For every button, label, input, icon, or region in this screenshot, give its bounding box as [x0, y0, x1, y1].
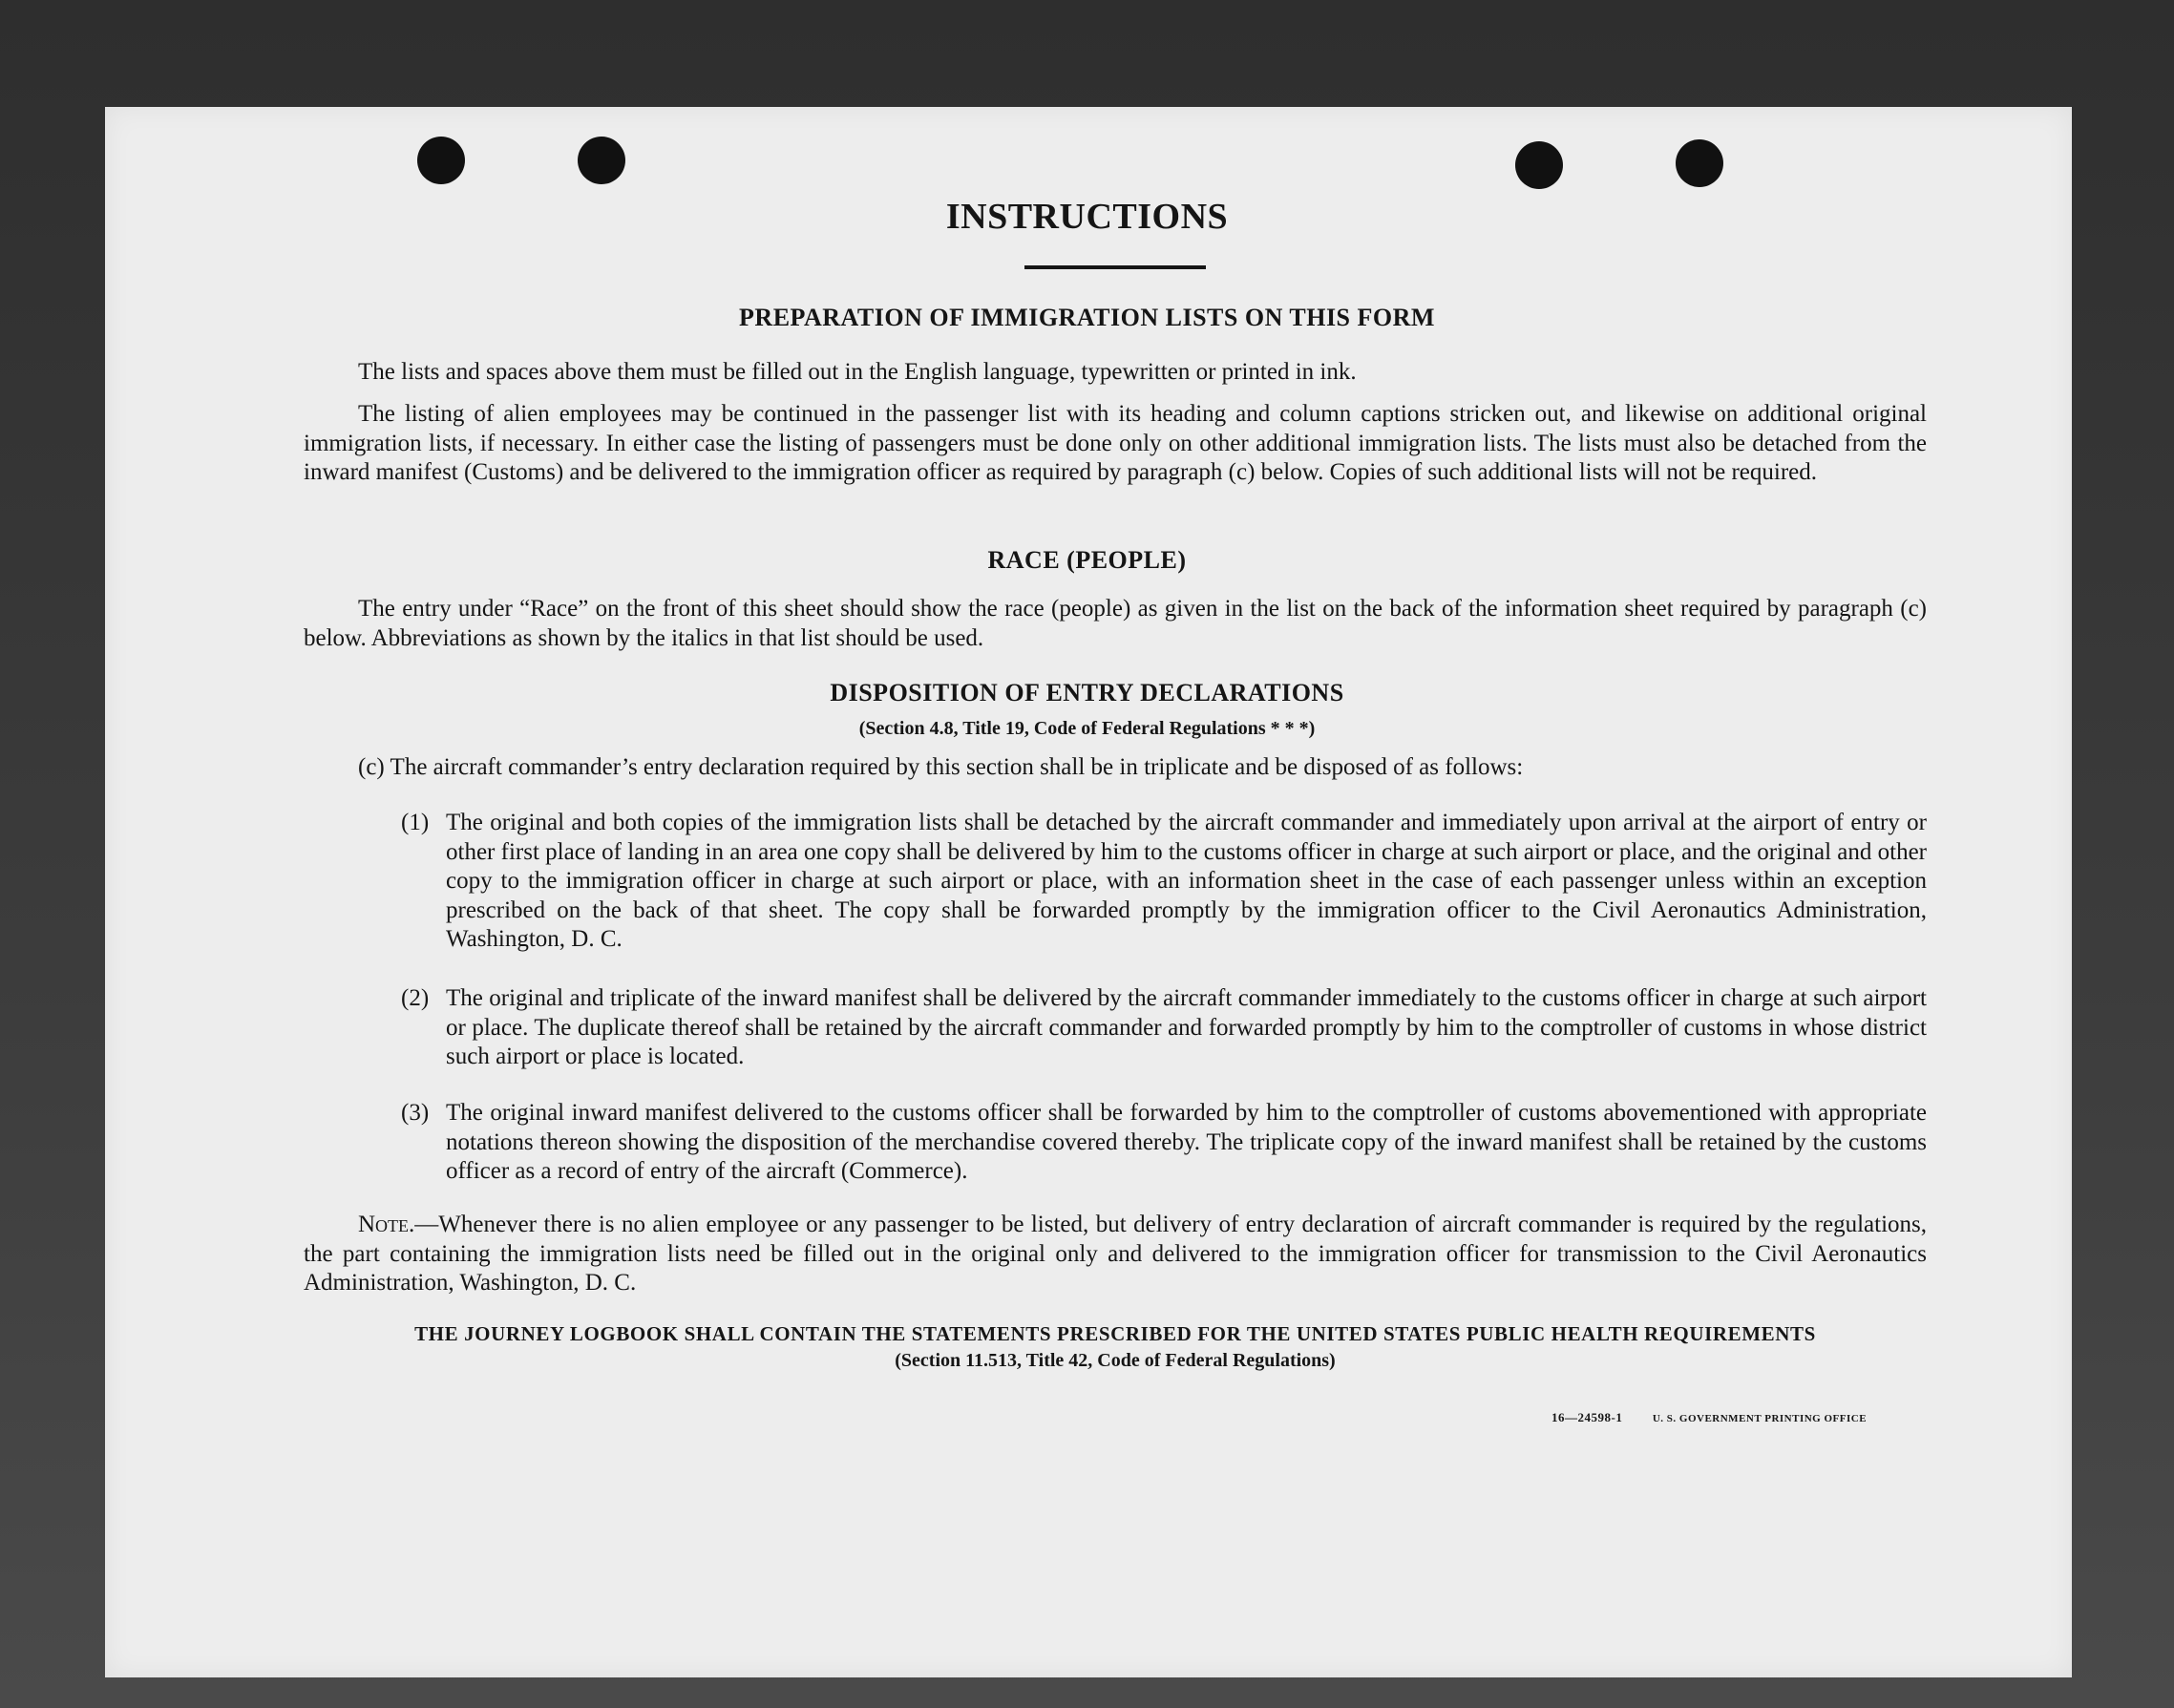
section-heading-race: RACE (PEOPLE) [987, 546, 1187, 574]
punch-hole [1515, 141, 1563, 189]
form-number: 16—24598-1 [1551, 1410, 1623, 1424]
list-item-text: The original inward manifest delivered to the customs officer shall be forwarded by him to the comptroller of customs abovementioned with appropriate notations thereon showing the disposition of the merchandise covered thereby. The triplicate copy of the inward manifest shall be retained by the customs officer as a record of entry of the aircraft (Commerce). [446, 1100, 1927, 1184]
health-statement-citation: (Section 11.513, Title 42, Code of Federal Regulations) [895, 1350, 1336, 1371]
print-footer [1551, 1410, 1867, 1425]
punch-hole [1676, 139, 1723, 187]
paragraph-alien-employees: The listing of alien employees may be continued in the passenger list with its heading and column captions stricken out, and likewise on additional original immigration lists, if necessary. In either case the listing of passengers must be done only on other additional immigration lists. The lists must also be detached from the inward manifest (Customs) and be delivered to the immigration officer as required by paragraph (c) below. Copies of such additional lists will not be required. [304, 401, 1927, 485]
list-item-number: (2) [401, 985, 430, 1011]
list-item [401, 809, 1927, 955]
health-requirements-statement [304, 1322, 1927, 1372]
paragraph-race: The entry under “Race” on the front of this sheet should show the race (people) as given in the list on the back of the information sheet required by paragraph (c) below. Abbreviations as shown by the italics in that list should be used. [304, 596, 1927, 651]
list-item-number: (3) [401, 1100, 430, 1126]
section-citation: (Section 4.8, Title 19, Code of Federal Regulations * * *) [858, 718, 1316, 739]
list-item-text: The original and both copies of the immigration lists shall be detached by the aircraft commander and immediately upon arrival at the airport of entry or other first place of landing in an area one copy shall be delivered by him to the customs officer in charge at such airport or place, and the original and other copy to the immigration officer in charge at such airport or place, with an information sheet in the case of each passenger unless within an exception prescribed on the back of that sheet. The copy shall be forwarded promptly by the immigration officer to the Civil Aeronautics Administration, Washington, D. C. [446, 810, 1927, 952]
paragraph-language: The lists and spaces above them must be filled out in the English language, typewritten or printed in ink. [358, 359, 1357, 385]
paragraph-entry-declaration-intro: (c) The aircraft commander’s entry declaration required by this section shall be in triplicate and be disposed of as follows: [358, 754, 1524, 780]
punch-hole [417, 137, 465, 184]
list-item [401, 984, 1927, 1072]
title-underline [1024, 265, 1206, 269]
note-text: —Whenever there is no alien employee or any passenger to be listed, but delivery of entry declaration of aircraft commander is required by the regulations, the part containing the immigration lists need be filled out in the original only and delivered to the immigration officer for transmission to the Civil Aeronautics Administration, Washington, D. C. [304, 1212, 1927, 1296]
punch-hole [578, 137, 625, 184]
note-label: Note. [358, 1212, 415, 1237]
section-heading-disposition: DISPOSITION OF ENTRY DECLARATIONS [830, 679, 1344, 706]
list-item [401, 1099, 1927, 1187]
section-heading-preparation: PREPARATION OF IMMIGRATION LISTS ON THIS FORM [739, 304, 1435, 331]
printer-name: U. S. GOVERNMENT PRINTING OFFICE [1652, 1413, 1868, 1424]
note-paragraph [304, 1211, 1927, 1298]
page-title: INSTRUCTIONS [945, 197, 1229, 237]
health-statement-line: THE JOURNEY LOGBOOK SHALL CONTAIN THE STATEMENTS PRESCRIBED FOR THE UNITED STATES PUBLIC HEALTH REQUIREMENTS [414, 1322, 1816, 1345]
list-item-text: The original and triplicate of the inward manifest shall be delivered by the aircraft commander immediately to the customs officer in charge at such airport or place. The duplicate thereof shall be retained by the aircraft commander and forwarded promptly by him to the comptroller of customs in whose district such airport or place is located. [446, 985, 1927, 1069]
list-item-number: (1) [401, 810, 430, 835]
